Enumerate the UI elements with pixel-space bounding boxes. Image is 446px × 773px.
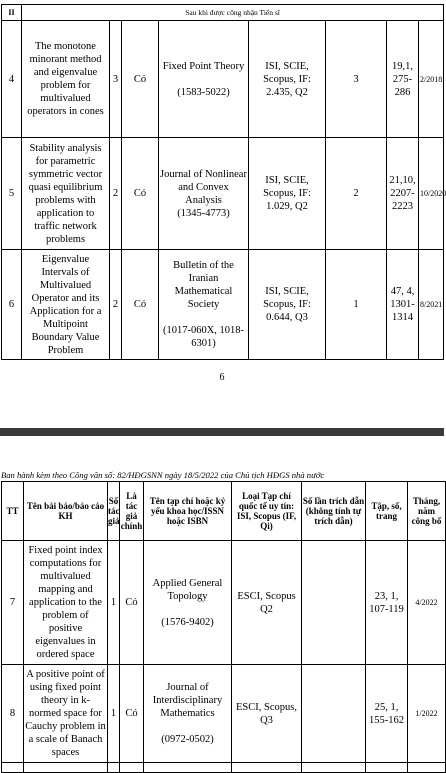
table-row [2,541,446,665]
index-type: ISI, SCIE, Scopus, IF: 1.029, Q2 [249,138,326,250]
section-title: Sau khi được công nhận Tiến sĩ [22,5,444,21]
volume-pages: 47, 4, 1301-1314 [387,250,419,360]
col-header-journal: Tên tạp chí hoặc kỷ yếu khoa học/ISSN hoặc ISBN [144,482,232,541]
index-type: ISI, SCIE, Scopus, IF: 2.435, Q2 [249,21,326,138]
volume-pages: 19,1, 275-286 [387,21,419,138]
journal [159,250,249,360]
table-row [2,21,444,138]
author-count: 2 [110,250,122,360]
table-row [2,138,444,250]
col-header-tt: TT [2,482,24,541]
journal-issn: (1345-4773) [177,207,230,219]
index-type: ISI, SCIE, Scopus, IF: 0.644, Q3 [249,250,326,360]
citation-count [302,541,366,665]
journal-name: Journal of Interdisciplinary Mathematics [152,682,223,719]
col-header-volume: Tập, số, trang [366,482,408,541]
publish-date: 10/2020 [419,138,444,250]
journal-name: Bulletin of the Iranian Mathematical Society [173,260,234,310]
journal [159,21,249,138]
row-tt: 6 [2,250,22,360]
main-author: Có [122,250,159,360]
citation-count: 1 [326,250,387,360]
journal [144,541,232,665]
publish-date: 1/2022 [408,665,446,763]
journal-issn: (0972-0502) [161,734,214,745]
article-title: A positive point of using fixed point theory in k-normed space for Cauchy problem in a scale of Banach spaces [24,665,108,763]
citation-count [302,665,366,763]
main-author: Có [120,665,144,763]
author-count: 2 [110,138,122,250]
section-number: II [2,5,22,21]
article-title: Eigenvalue Intervals of Multivalued Operator and its Application for a Multipoint Boundary Value Problem [22,250,110,360]
journal-name: Fixed Point Theory [162,60,245,72]
row-tt: 4 [2,21,22,138]
publish-date: 2/2018 [419,21,444,138]
journal-name: Applied General Topology [152,577,223,602]
table-row [2,665,446,763]
index-type: ESCI, Scopus, Q3 [232,665,302,763]
main-author: Có [120,541,144,665]
main-author: Có [122,21,159,138]
publications-table [1,481,446,773]
table-header-row [2,482,446,541]
header-note: Ban hành kèm theo Công văn số: 82/HĐGSNN ngày 18/5/2022 của Chủ tịch HĐGS nhà nước [1,470,325,480]
index-type: ESCI, Scopus Q2 [232,541,302,665]
author-count: 3 [110,21,122,138]
col-header-citations: Số lần trích dẫn (không tính tự trích dẫn) [302,482,366,541]
table-row-partial [2,763,446,773]
author-count: 1 [108,665,120,763]
col-header-title: Tên bài báo/báo cáo KH [24,482,108,541]
volume-pages: 25, 1, 155-162 [366,665,408,763]
journal-issn: (1583-5022) [177,86,230,98]
col-header-date: Tháng, năm công bố [408,482,446,541]
publish-date: 8/2021 [419,250,444,360]
article-title: Stability analysis for parametric symmetric vector quasi equilibrium problems with application to traffic network problems [22,138,110,250]
journal [144,665,232,763]
publications-table-continued [1,4,444,360]
col-header-authors: Số tác giả [108,482,120,541]
row-tt: 8 [2,665,24,763]
publish-date: 4/2022 [408,541,446,665]
citation-count: 3 [326,21,387,138]
section-header-row [2,5,444,21]
journal-issn: (1576-9402) [161,616,214,628]
row-tt: 7 [2,541,24,665]
col-header-main-author: Là tác giả chính [120,482,144,541]
journal-issn: (1017-060X, 1018-6301) [162,325,245,349]
journal-name: Journal of Nonlinear and Convex Analysis [160,168,247,206]
volume-pages: 21,10, 2207-2223 [387,138,419,250]
author-count: 1 [108,541,120,665]
journal [159,138,249,250]
volume-pages: 23, 1, 107-119 [366,541,408,665]
citation-count: 2 [326,138,387,250]
col-header-index: Loại Tạp chí quốc tế uy tín: ISI, Scopus (IF, Qi) [232,482,302,541]
row-tt: 5 [2,138,22,250]
page-number: 6 [219,372,225,383]
article-title: The monotone minorant method and eigenvalue problem for multivalued operators in cones [22,21,110,138]
article-title: Fixed point index computations for multivalued mapping and application to the problem of positive eigenvalues in ordered space [24,541,108,665]
main-author: Có [122,138,159,250]
page-separator [0,428,444,436]
table-row [2,250,444,360]
